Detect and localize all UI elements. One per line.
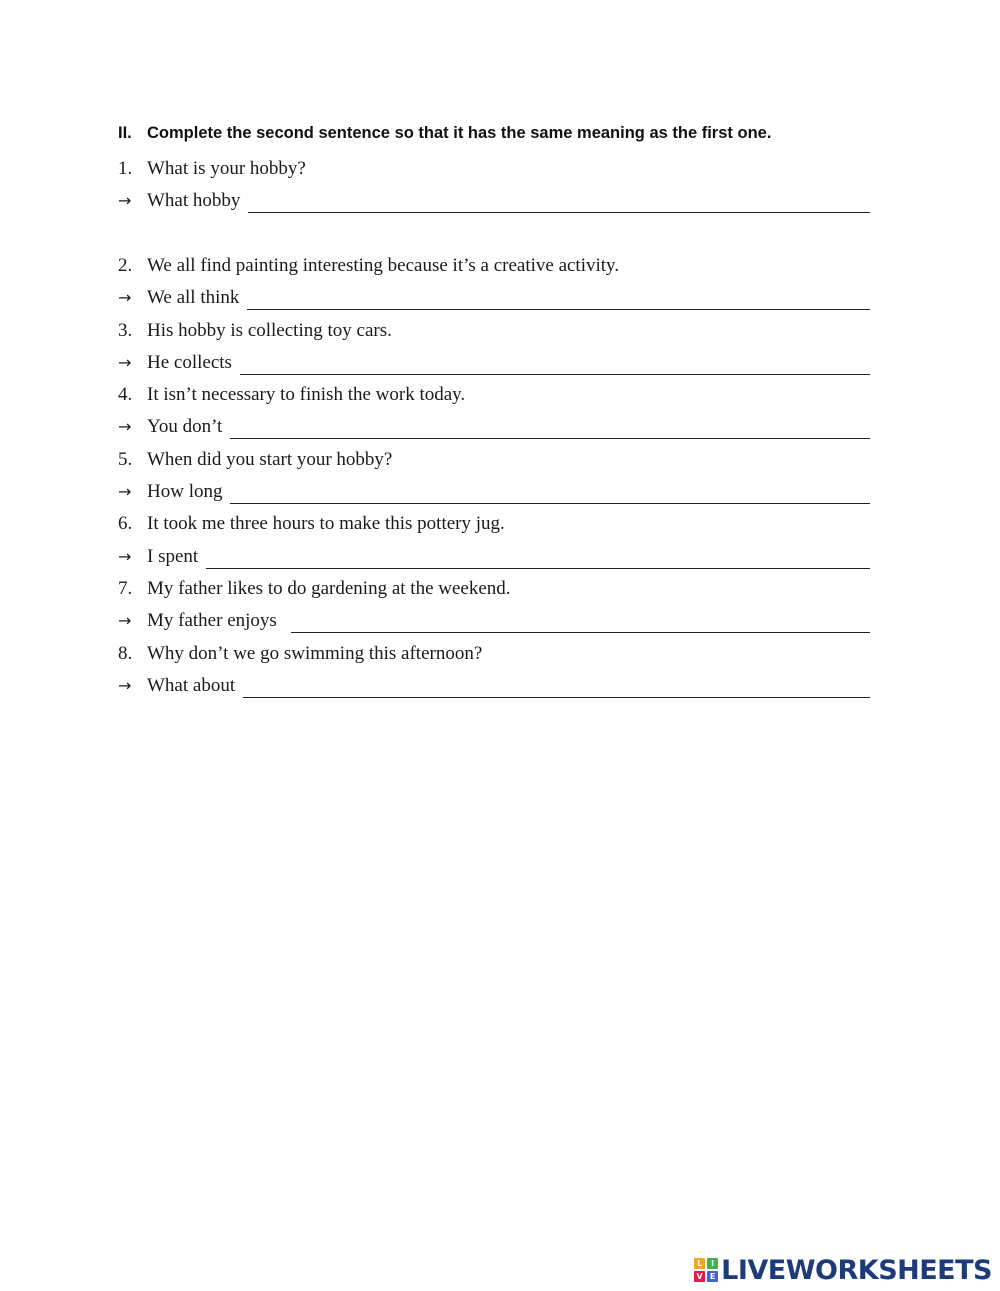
exercise-number: 4. [118,384,133,405]
arrow-icon: → [118,676,132,695]
sentence-prompt: How long [147,481,223,502]
section-heading [118,124,771,143]
arrow-icon: → [118,482,132,501]
exercise-2-sentence [118,253,870,279]
sentence-prompt: You don’t [147,416,223,437]
sentence-prompt: We all think [147,287,240,308]
exercise-5-answer-line [118,479,870,505]
arrow-icon: → [118,547,132,566]
exercise-5-sentence [118,447,870,473]
exercise-2-answer-line [118,285,870,311]
original-sentence: We all find painting interesting because it’s a creative activity. [147,255,620,276]
exercise-7-sentence [118,576,870,602]
answer-input-2[interactable] [247,291,870,310]
exercise-8-answer-line [118,673,870,699]
exercise-number: 8. [118,643,133,664]
section-instruction: Complete the second sentence so that it has the same meaning as the first one. [147,124,772,142]
arrow-icon: → [118,611,132,630]
arrow-icon: → [118,417,132,436]
original-sentence: Why don’t we go swimming this afternoon? [147,643,483,664]
exercise-4-answer-line [118,414,870,440]
original-sentence: When did you start your hobby? [147,449,393,470]
arrow-icon: → [118,191,132,210]
answer-input-4[interactable] [230,420,870,439]
logo-block: L [694,1258,705,1269]
answer-input-8[interactable] [243,679,870,698]
sentence-prompt: My father enjoys [147,610,277,631]
sentence-prompt: What hobby [147,190,241,211]
logo-block: V [694,1271,705,1282]
original-sentence: What is your hobby? [147,158,306,179]
exercise-number: 5. [118,449,133,470]
exercise-number: 7. [118,578,133,599]
exercise-6-answer-line [118,544,870,570]
exercise-number: 1. [118,158,133,179]
answer-input-3[interactable] [240,356,870,375]
exercise-4-sentence [118,382,870,408]
logo-text: LIVEWORKSHEETS [721,1254,992,1286]
sentence-prompt: I spent [147,546,199,567]
arrow-icon: → [118,353,132,372]
exercise-6-sentence [118,511,870,537]
liveworksheets-logo [694,1255,992,1285]
exercise-number: 6. [118,513,133,534]
logo-blocks-icon [694,1258,718,1282]
answer-input-5[interactable] [230,485,870,504]
original-sentence: It took me three hours to make this pottery jug. [147,513,505,534]
exercise-8-sentence [118,641,870,667]
logo-block: E [707,1271,718,1282]
original-sentence: My father likes to do gardening at the weekend. [147,578,511,599]
answer-input-7[interactable] [291,614,870,633]
original-sentence: It isn’t necessary to finish the work today. [147,384,466,405]
exercise-number: 3. [118,320,133,341]
exercise-3-sentence [118,318,870,344]
exercise-1-answer-line [118,188,870,214]
exercise-number: 2. [118,255,133,276]
exercise-3-answer-line [118,350,870,376]
sentence-prompt: He collects [147,352,232,373]
answer-input-6[interactable] [206,550,870,569]
arrow-icon: → [118,288,132,307]
exercise-1-sentence [118,156,870,182]
section-number: II. [118,124,132,142]
exercise-7-answer-line [118,608,870,634]
original-sentence: His hobby is collecting toy cars. [147,320,392,341]
logo-block: I [707,1258,718,1269]
answer-input-1[interactable] [248,194,870,213]
sentence-prompt: What about [147,675,236,696]
